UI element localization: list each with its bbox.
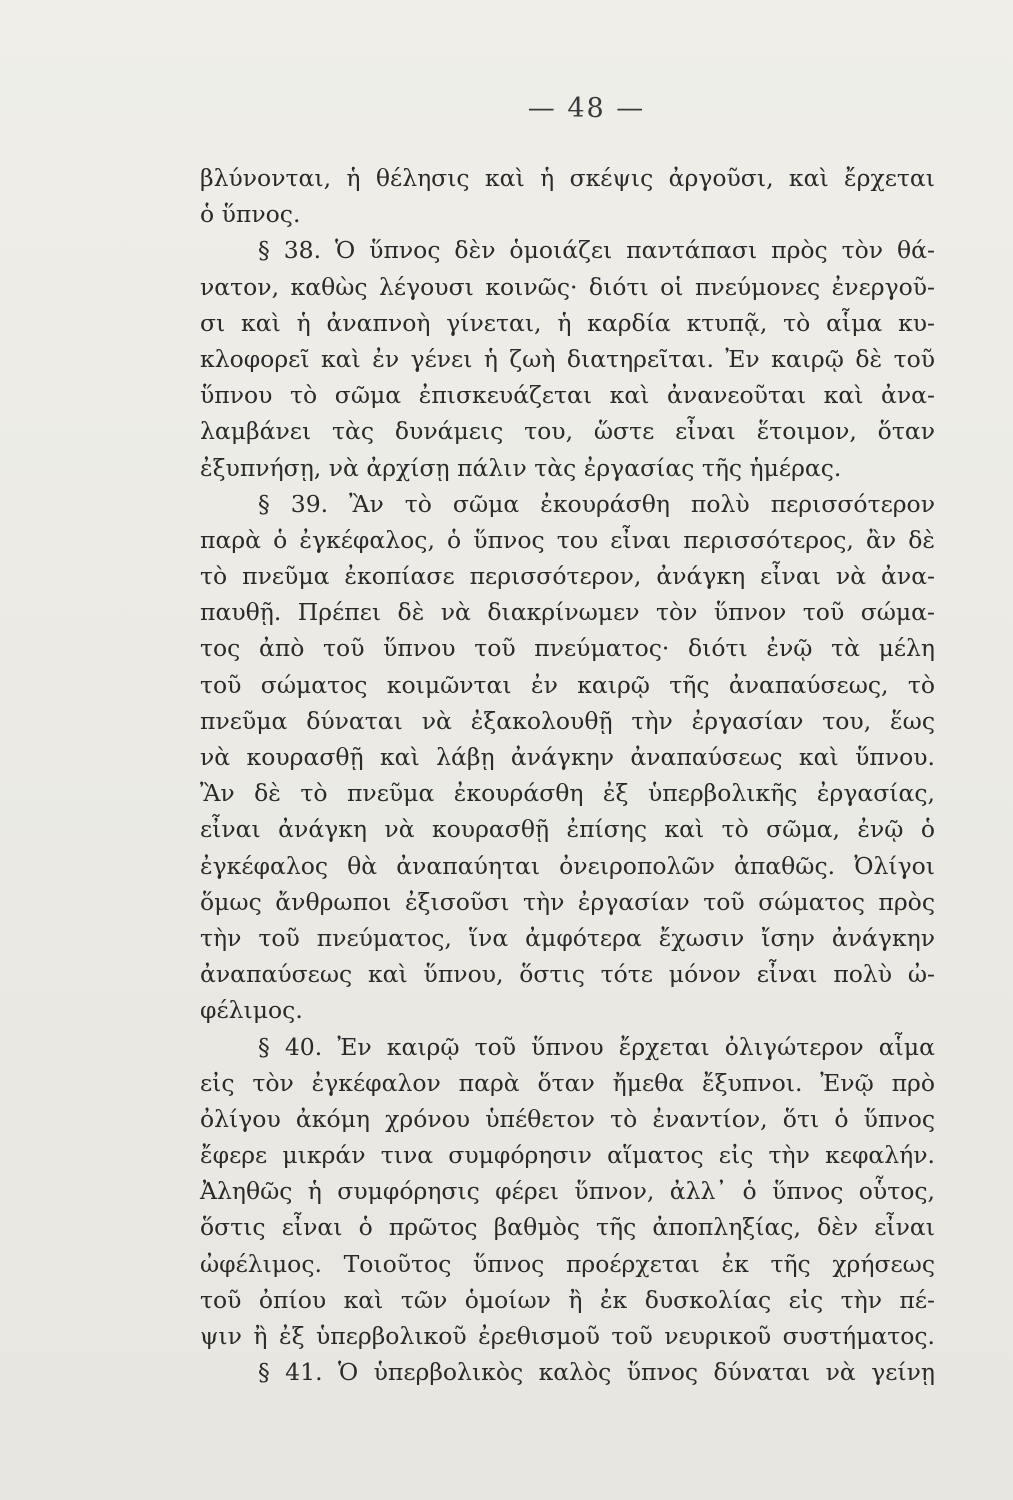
text-line: ὅμως ἄνθρωποι ἐξισοῦσι τὴν ἐργασίαν τοῦ σώματος πρὸς: [200, 887, 935, 916]
text-line: ψιν ἢ ἐξ ὑπερβολικοῦ ἐρεθισμοῦ τοῦ νευρικοῦ συστήματος.: [200, 1322, 935, 1350]
text-line: τος ἀπὸ τοῦ ὕπνου τοῦ πνεύματος· διότι ἐνῷ τὰ μέλη: [200, 634, 935, 663]
text-line: παρὰ ὁ ἐγκέφαλος, ὁ ὕπνος του εἶναι περισσότερος, ἂν δὲ: [200, 525, 935, 554]
text-line: Ἂν δὲ τὸ πνεῦμα ἐκουράσθη ἐξ ὑπερβολικῆς ἐργασίας,: [200, 779, 935, 808]
text-line: κλοφορεῖ καὶ ἐν γένει ἡ ζωὴ διατηρεῖται. Ἐν καιρῷ δὲ τοῦ: [200, 344, 935, 373]
text-line: § 40. Ἐν καιρῷ τοῦ ὕπνου ἔρχεται ὀλιγώτερον αἷμα: [258, 1032, 935, 1061]
text-line: ὅστις εἶναι ὁ πρῶτος βαθμὸς τῆς ἀποπληξίας, δὲν εἶναι: [200, 1213, 935, 1242]
text-line: § 41. Ὁ ὑπερβολικὸς καλὸς ὕπνος δύναται νὰ γείνῃ: [258, 1358, 935, 1387]
text-line: ὠφέλιμος. Τοιοῦτος ὕπνος προέρχεται ἐκ τῆς χρήσεως: [200, 1249, 935, 1278]
text-line: ὕπνου τὸ σῶμα ἐπισκευάζεται καὶ ἀνανεοῦται καὶ ἀνα-: [200, 381, 935, 410]
text-line: τοῦ σώματος κοιμῶνται ἐν καιρῷ τῆς ἀναπαύσεως, τὸ: [200, 670, 935, 699]
text-line: εἶναι ἀνάγκη νὰ κουρασθῇ ἐπίσης καὶ τὸ σῶμα, ἐνῷ ὁ: [200, 815, 935, 844]
text-line: παυθῇ. Πρέπει δὲ νὰ διακρίνωμεν τὸν ὕπνον τοῦ σώμα-: [200, 598, 935, 627]
text-line: βλύνονται, ἡ θέλησις καὶ ἡ σκέψις ἀργοῦσι, καὶ ἔρχεται: [200, 164, 935, 192]
text-line: ἐξυπνήσῃ, νὰ ἀρχίσῃ πάλιν τὰς ἐργασίας τῆς ἡμέρας.: [200, 453, 842, 482]
text-line: σι καὶ ἡ ἀναπνοὴ γίνεται, ἡ καρδία κτυπᾷ, τὸ αἷμα κυ-: [200, 308, 935, 337]
text-line: ὁ ὕπνος.: [200, 200, 301, 229]
text-line: πνεῦμα δύναται νὰ ἐξακολουθῇ τὴν ἐργασίαν του, ἕως: [200, 706, 935, 735]
text-line: λαμβάνει τὰς δυνάμεις του, ὥστε εἶναι ἕτοιμον, ὅταν: [200, 417, 935, 446]
text-line: φέλιμος.: [200, 996, 303, 1025]
text-line: ὀλίγου ἀκόμη χρόνου ὑπέθετον τὸ ἐναντίον, ὅτι ὁ ὕπνος: [200, 1104, 935, 1133]
text-line: § 39. Ἂν τὸ σῶμα ἐκουράσθη πολὺ περισσότερον: [258, 489, 935, 518]
text-line: τὸ πνεῦμα ἐκοπίασε περισσότερον, ἀνάγκη εἶναι νὰ ἀνα-: [200, 562, 935, 591]
page-number: — 48 —: [527, 93, 646, 124]
text-line: ἀναπαύσεως καὶ ὕπνου, ὅστις τότε μόνον εἶναι πολὺ ὠ-: [200, 960, 935, 989]
text-line: τοῦ ὀπίου καὶ τῶν ὁμοίων ἢ ἐκ δυσκολίας εἰς τὴν πέ-: [200, 1285, 935, 1314]
text-line: ἐγκέφαλος θὰ ἀναπαύηται ὀνειροπολῶν ἀπαθῶς. Ὀλίγοι: [200, 851, 935, 880]
text-line: ἔφερε μικράν τινα συμφόρησιν αἵματος εἰς τὴν κεφαλήν.: [200, 1141, 935, 1170]
text-line: εἰς τὸν ἐγκέφαλον παρὰ ὅταν ἤμεθα ἔξυπνοι. Ἐνῷ πρὸ: [200, 1068, 935, 1097]
text-line: § 38. Ὁ ὕπνος δὲν ὁμοιάζει παντάπασι πρὸς τὸν θά-: [258, 236, 935, 265]
text-line: νατον, καθὼς λέγουσι κοινῶς· διότι οἱ πνεύμονες ἐνεργοῦ-: [200, 272, 935, 301]
body-text: [200, 160, 935, 1390]
text-line: Ἀληθῶς ἡ συμφόρησις φέρει ὕπνον, ἀλλ᾽ ὁ ὕπνος οὗτος,: [200, 1177, 935, 1206]
text-line: τὴν τοῦ πνεύματος, ἵνα ἀμφότερα ἔχωσιν ἴσην ἀνάγκην: [200, 923, 935, 952]
text-line: νὰ κουρασθῇ καὶ λάβῃ ἀνάγκην ἀναπαύσεως καὶ ὕπνου.: [200, 743, 935, 771]
